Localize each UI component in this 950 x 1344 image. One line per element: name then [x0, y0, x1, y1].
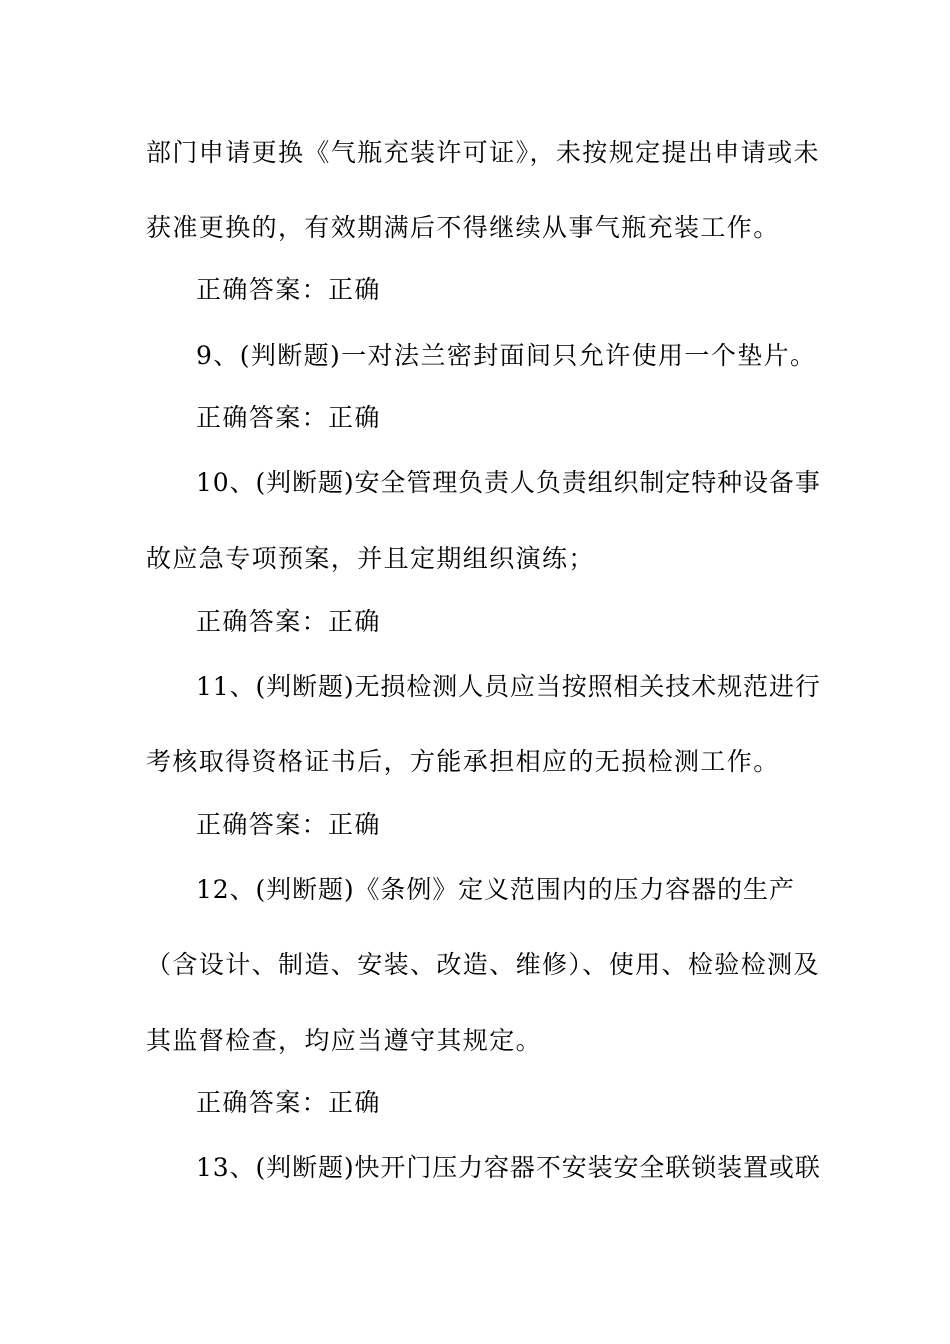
question-line: 12、(判断题)《条例》定义范围内的压力容器的生产: [196, 875, 795, 904]
question-line: 13、(判断题)快开门压力容器不安装安全联锁装置或联: [196, 1153, 821, 1182]
question-line: 10、(判断题)安全管理负责人负责组织制定特种设备事: [196, 468, 821, 497]
paragraph-line: 部门申请更换《气瓶充装许可证》，未按规定提出申请或未: [146, 138, 820, 167]
paragraph-line: 考核取得资格证书后，方能承担相应的无损检测工作。: [146, 747, 780, 776]
answer-line: 正确答案：正确: [196, 607, 381, 636]
answer-line: 正确答案：正确: [196, 275, 381, 304]
answer-line: 正确答案：正确: [196, 810, 381, 839]
question-line: 11、(判断题)无损检测人员应当按照相关技术规范进行: [196, 672, 821, 701]
question-line: 9、(判断题)一对法兰密封面间只允许使用一个垫片。: [196, 341, 817, 370]
paragraph-line: 故应急专项预案，并且定期组织演练；: [146, 544, 595, 573]
answer-line: 正确答案：正确: [196, 1088, 381, 1117]
paragraph-line: 获准更换的，有效期满后不得继续从事气瓶充装工作。: [146, 213, 780, 242]
paragraph-line: 其监督检查，均应当遵守其规定。: [146, 1026, 543, 1055]
answer-line: 正确答案：正确: [196, 403, 381, 432]
paragraph-line: （含设计、制造、安装、改造、维修）、使用、检验检测及: [146, 950, 820, 979]
